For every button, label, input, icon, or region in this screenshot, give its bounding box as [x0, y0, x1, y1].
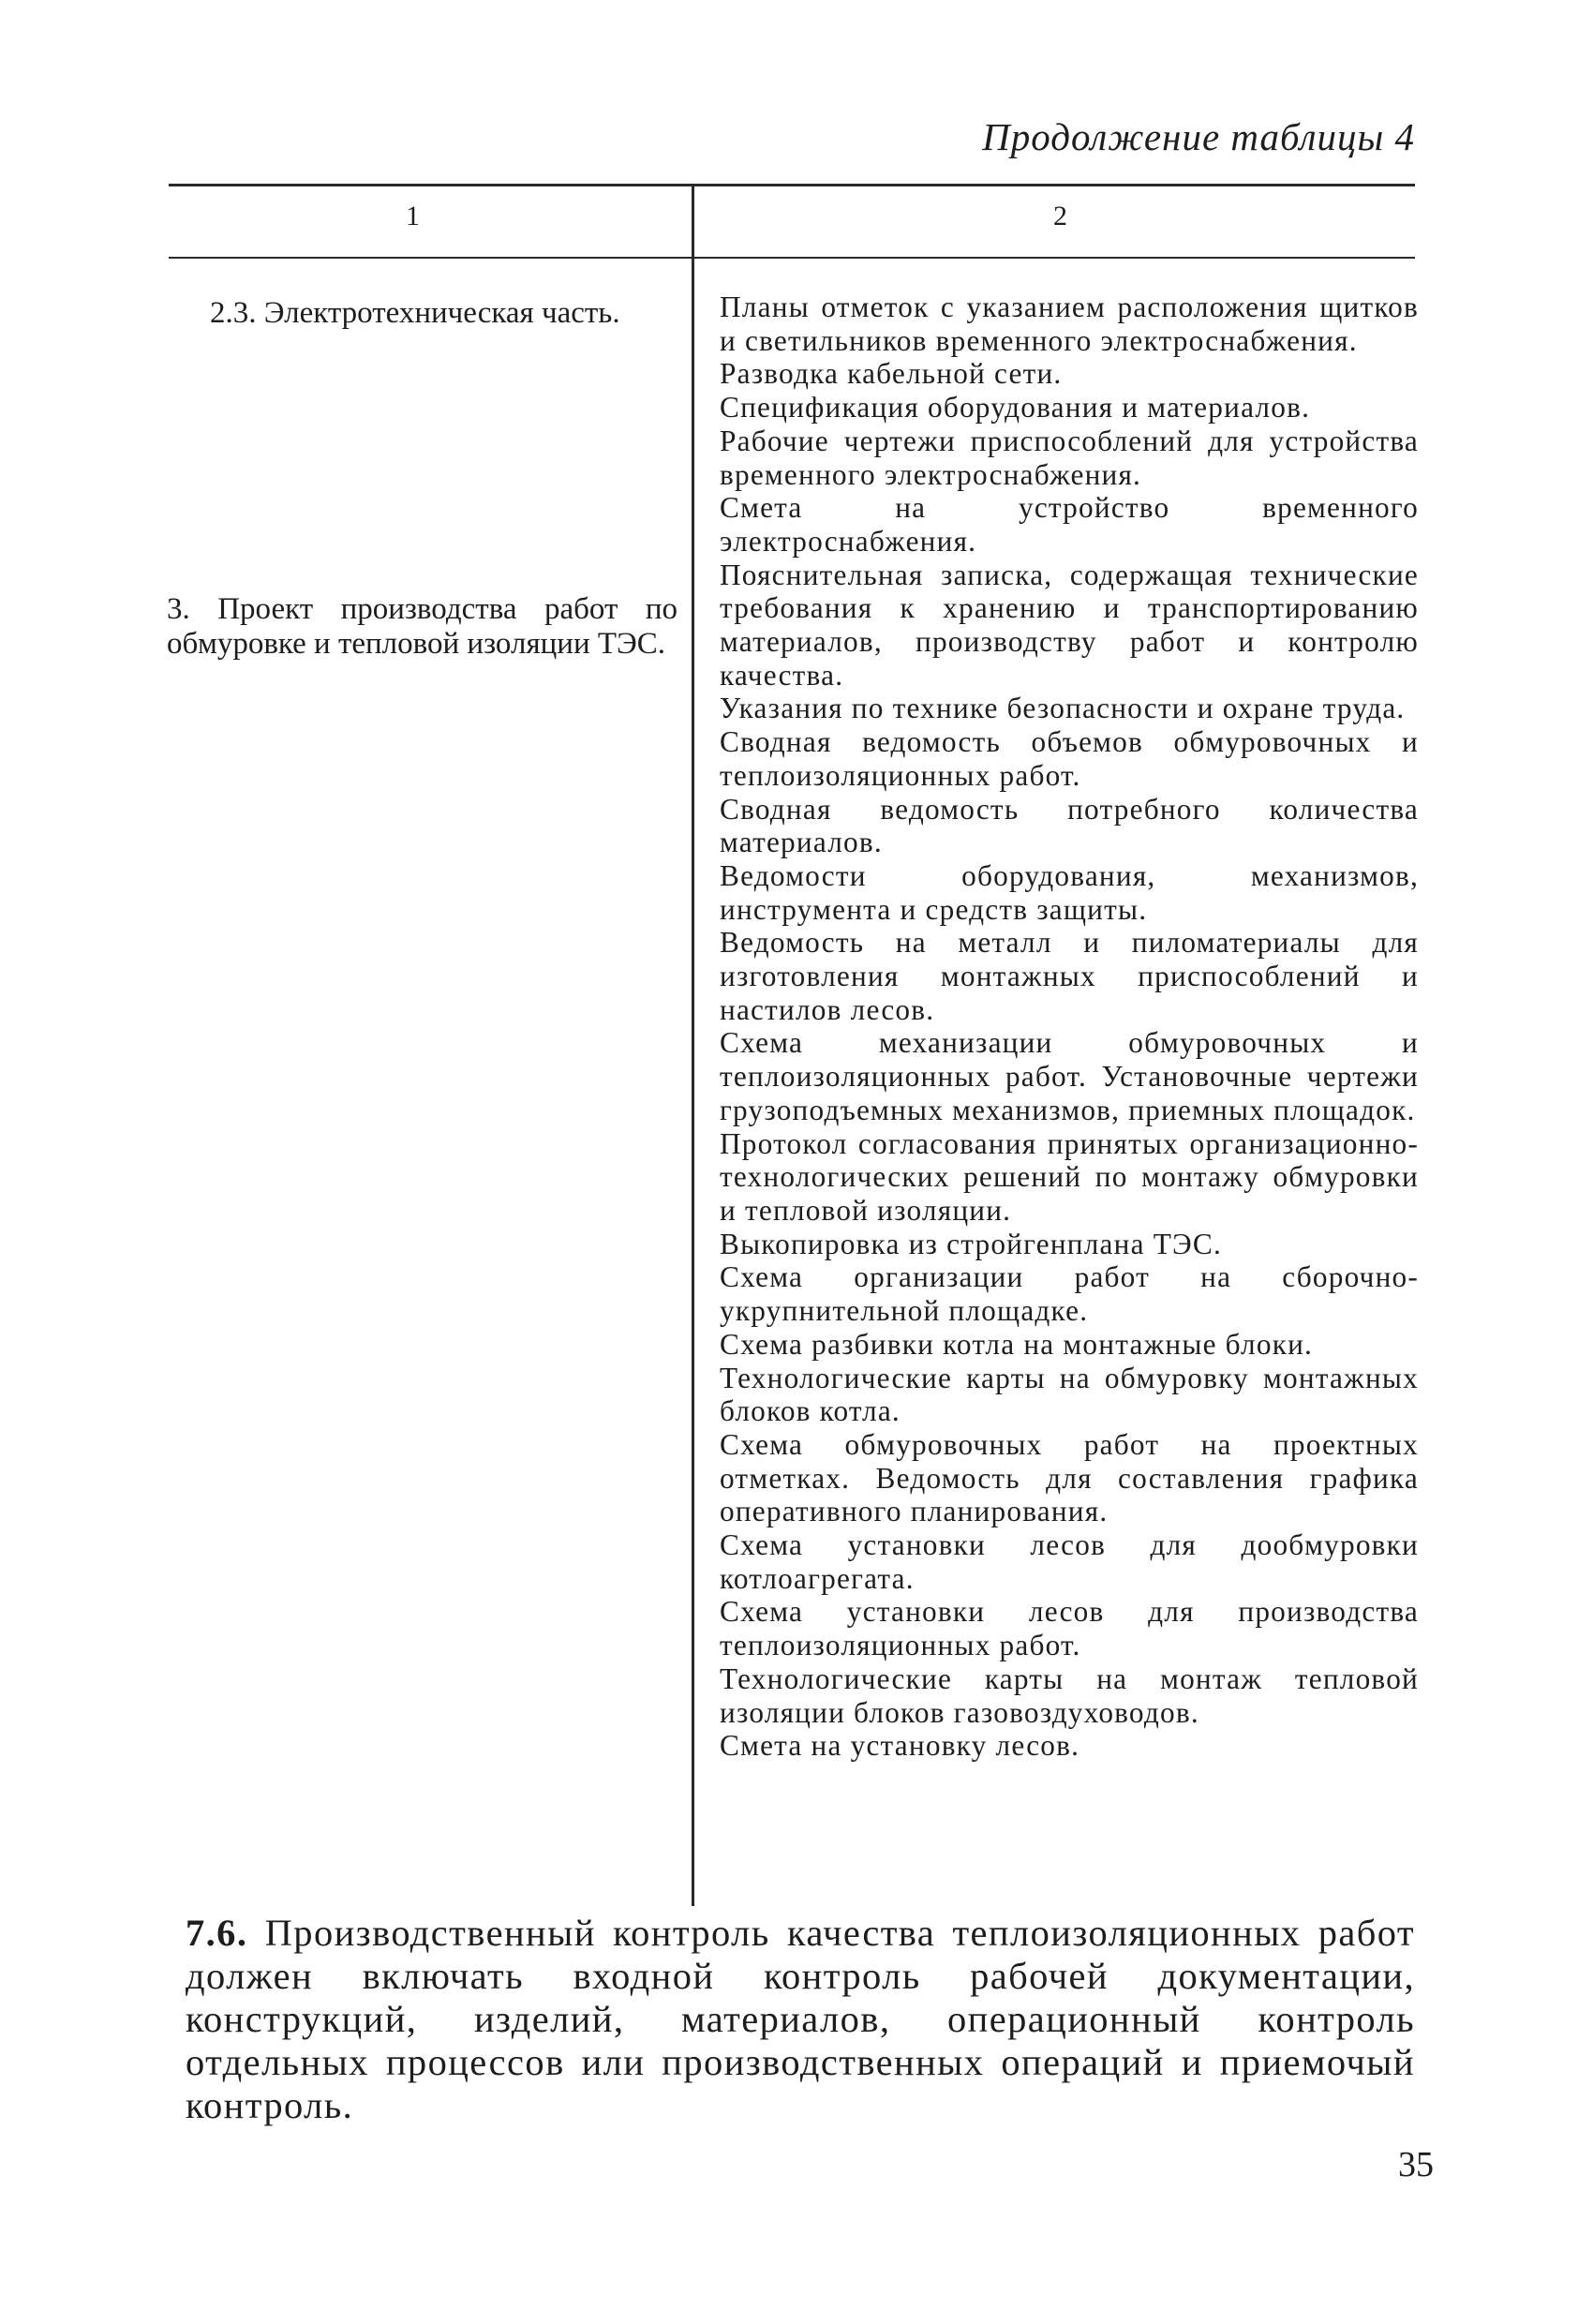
column-number-1: 1: [406, 201, 420, 231]
table-entry: Разводка кабельной сети.: [720, 357, 1063, 391]
table-caption: Продолжение таблицы 4: [982, 115, 1415, 158]
row-section-3: [167, 592, 677, 662]
table-top-rule: [169, 184, 1415, 186]
table-entry: Схема разбивки котла на монтажные блоки.: [720, 1327, 1314, 1361]
row-number: 2.3.: [210, 296, 257, 330]
table-entry: Ведомость на металл и пиломатериалы для изготовления монтажных приспособлений и настилов лесов.: [720, 926, 1419, 1026]
row-number: 3.: [167, 592, 190, 626]
table-entry: Планы отметок с указанием расположения щитков и светильников временного электроснабжения.: [720, 290, 1419, 357]
table-entry: Схема механизации обмуровочных и теплоизоляционных работ. Установочные чертежи грузоподъемных механизмов, приемных площадок.: [720, 1026, 1419, 1126]
page-number: 35: [1398, 2145, 1434, 2184]
paragraph-text: Производственный контроль качества теплоизоляционных работ должен включать входной контроль рабочей документации, конструкций, изделий, материалов, операционный контроль отдельных процессов или производственных операций и приемочый контроль.: [186, 1912, 1415, 2126]
table-entry: Схема установки лесов для производства теплоизоляционных работ.: [720, 1595, 1419, 1662]
column-number-2: 2: [1053, 201, 1067, 231]
table-entry: Спецификация оборудования и материалов.: [720, 391, 1311, 425]
table-entry: Пояснительная записка, содержащая технические требования к хранению и транспортированию материалов, производству работ и контролю качества.: [720, 558, 1419, 692]
table-entry: Ведомости оборудования, механизмов, инструмента и средств защиты.: [720, 858, 1419, 926]
table-entry: Указания по технике безопасности и охране труда.: [720, 692, 1406, 725]
paragraph-number: 7.6.: [186, 1912, 248, 1954]
table-entry: Сводная ведомость потребного количества материалов.: [720, 792, 1419, 859]
row-section-title: Электротехническая часть.: [263, 296, 620, 330]
table-header-rule: [169, 257, 1415, 259]
row-section-title: Проект производства работ по обмуровке и тепловой изоляции ТЭС.: [167, 592, 677, 661]
row-section-2-3: [167, 296, 677, 331]
table-entry: Схема установки лесов для дообмуровки котлоагрегата.: [720, 1528, 1419, 1595]
table-column-divider: [692, 184, 694, 1906]
table-entry: Сводная ведомость объемов обмуровочных и теплоизоляционных работ.: [720, 725, 1419, 792]
table-entry: Технологические карты на обмуровку монтажных блоков котла.: [720, 1361, 1419, 1428]
table-entry: Рабочие чертежи приспособлений для устройства временного электроснабжения.: [720, 424, 1419, 491]
table-entry: Протокол согласования принятых организационно-технологических решений по монтажу обмуровки и тепловой изоляции.: [720, 1126, 1419, 1227]
table-entry: Смета на установку лесов.: [720, 1729, 1080, 1763]
table-column-2: [720, 290, 1419, 1763]
table-entry: Смета на устройство временного электроснабжения.: [720, 491, 1419, 558]
table-entry: Технологические карты на монтаж тепловой изоляции блоков газовоздуховодов.: [720, 1661, 1419, 1729]
paragraph-7-6: [186, 1912, 1415, 2127]
table-entry: Схема организации работ на сборочно-укрупнительной площадке.: [720, 1260, 1419, 1328]
table-entry: Схема обмуровочных работ на проектных отметках. Ведомость для составления графика оперативного планирования.: [720, 1427, 1419, 1528]
table-entry: Выкопировка из стройгенплана ТЭС.: [720, 1227, 1222, 1260]
